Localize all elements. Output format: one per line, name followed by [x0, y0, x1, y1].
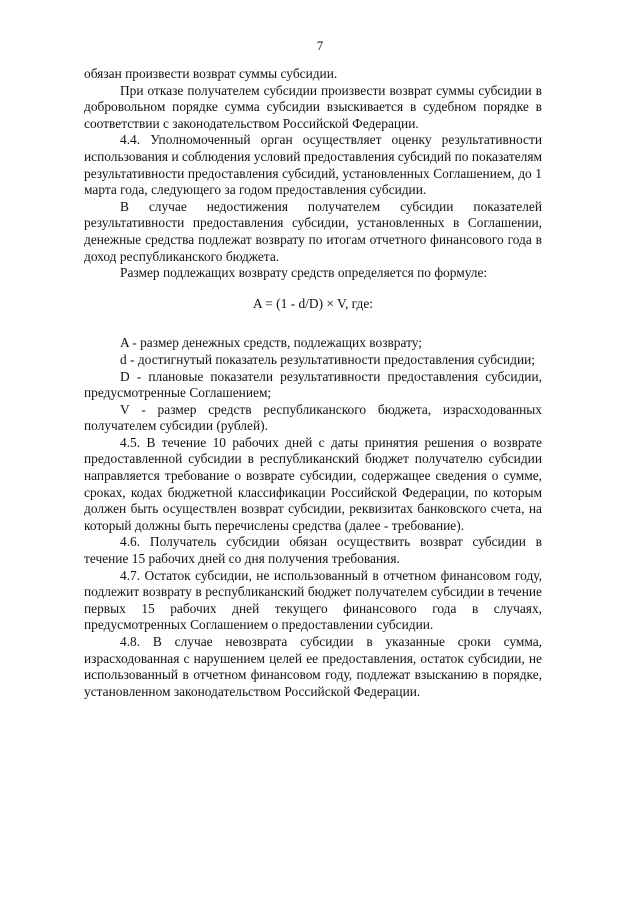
document-body [84, 66, 542, 700]
definition-d-planned: D - плановые показатели результативности предоставления субсидии, предусмотренные Соглашением; [84, 368, 542, 401]
paragraph-non-achievement: В случае недостижения получателем субсидии показателей результативности предоставления субсидии, установленных в Соглашении, денежные средства подлежат возврату по итогам отчетного финансового года в доход республиканского бюджета. [84, 198, 542, 264]
paragraph-refusal-recovery: При отказе получателем субсидии произвести возврат суммы субсидии в добровольном порядке сумма субсидии взыскивается в судебном порядке в соответствии с законодательством Российской Федерации. [84, 82, 542, 131]
paragraph-formula-intro: Размер подлежащих возврату средств определяется по формуле: [120, 265, 488, 281]
paragraph-continuation: обязан произвести возврат суммы субсидии. [84, 66, 338, 81]
formula: A = (1 - d/D) × V, где: [253, 295, 373, 311]
paragraph-clause-4-8: 4.8. В случае невозврата субсидии в указанные сроки сумма, израсходованная с нарушением целей ее предоставления, остаток субсидии, не использованный в отчетном финансовом году, подлежат взысканию в порядке, установленном законодательством Российской Федерации. [84, 634, 542, 699]
page-number: 7 [316, 38, 324, 53]
definition-a: A - размер денежных средств, подлежащих возврату; [120, 335, 423, 351]
paragraph-clause-4-4: 4.4. Уполномоченный орган осуществляет оценку результативности использования и соблюдения условий предоставления субсидий по показателям результативности предоставления субсидий, установленных Соглашением, до 1 марта года, следующего за годом предоставления субсидии. [84, 132, 542, 198]
definition-v: V - размер средств республиканского бюджета, израсходованных получателем субсидии (рублей). [84, 401, 542, 434]
paragraph-clause-4-5: 4.5. В течение 10 рабочих дней с даты принятия решения о возврате предоставленной субсидии в республиканский бюджет получателю субсидии направляется требование о возврате субсидии, содержащее сведения о сумме, сроках, кодах бюджетной классификации Российской Федерации, по которым должен быть осуществлен возврат субсидии, реквизитах банковского счета, на который должны быть перечислены средства (далее - требование). [84, 434, 542, 533]
definition-d-achieved: d - достигнутый показатель результативности предоставления субсидии; [120, 351, 536, 367]
paragraph-clause-4-6: 4.6. Получатель субсидии обязан осуществить возврат субсидии в течение 15 рабочих дней со дня получения требования. [84, 534, 542, 567]
paragraph-clause-4-7: 4.7. Остаток субсидии, не использованный в отчетном финансовом году, подлежит возврату в республиканский бюджет получателем субсидии в течение первых 15 рабочих дней текущего финансового года в случаях, предусмотренных Соглашением о предоставлении субсидии. [84, 567, 542, 633]
